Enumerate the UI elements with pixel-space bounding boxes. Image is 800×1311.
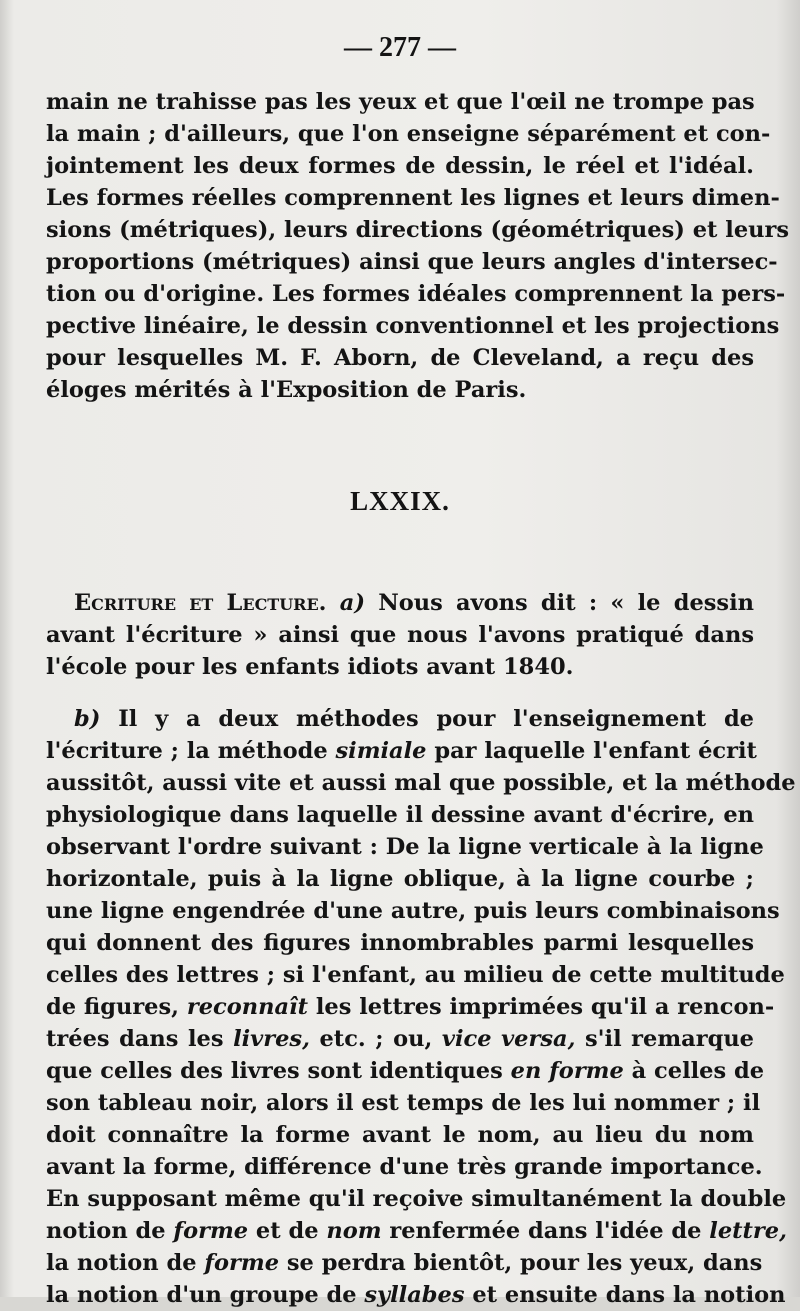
text-line: que celles des livres sont identiques en forme à celles de [46,1058,765,1084]
text-line: une ligne engendrée d'une autre, puis leurs combinaisons [46,898,780,924]
paragraph-perspective [46,86,790,406]
text-line: b) Il y a deux méthodes pour l'enseignement de [74,706,754,732]
text-line: horizontale, puis à la ligne oblique, à la ligne courbe ; [46,866,754,892]
text-line: notion de forme et de nom renfermée dans l'idée de lettre, [46,1218,787,1244]
text-line: son tableau noir, alors il est temps de les lui nommer ; il [46,1090,761,1116]
text-line: pective linéaire, le dessin conventionnel et les projections [46,313,780,339]
text-line: avant la forme, différence d'une très grande importance. [46,1154,763,1180]
text-line: éloges mérités à l'Exposition de Paris. [46,377,527,403]
text-line: pour lesquelles M. F. Aborn, de Cleveland, a reçu des [46,345,754,371]
page-number: — 277 — [344,32,456,63]
text-line: observant l'ordre suivant : De la ligne verticale à la ligne [46,834,764,860]
text-line: aussitôt, aussi vite et aussi mal que possible, et la méthode [46,770,796,796]
text-line: sions (métriques), leurs directions (géométriques) et leurs [46,217,790,243]
text-line: En supposant même qu'il reçoive simultanément la double [46,1186,787,1212]
text-line: la main ; d'ailleurs, que l'on enseigne séparément et con- [46,121,771,147]
text-line: qui donnent des figures innombrables parmi lesquelles [46,930,754,956]
text-line: la notion d'un groupe de syllabes et ensuite dans la notion [46,1282,786,1308]
text-line: celles des lettres ; si l'enfant, au milieu de cette multitude [46,962,785,988]
text-line: physiologique dans laquelle il dessine avant d'écrire, en [46,802,754,828]
text-line: jointement les deux formes de dessin, le réel et l'idéal. [46,153,754,179]
text-line: de figures, reconnaît les lettres imprimées qu'il a rencon- [46,994,775,1020]
text-line: la notion de forme se perdra bientôt, pour les yeux, dans [46,1250,763,1276]
paragraph-title: Ecriture et Lecture. [74,590,327,616]
text-line: proportions (métriques) ainsi que leurs angles d'intersec- [46,249,778,275]
text-line: l'écriture ; la méthode simiale par laquelle l'enfant écrit [46,738,757,764]
paragraph-label: b) [74,706,101,732]
text-line: l'école pour les enfants idiots avant 1840. [46,654,574,680]
text-line: main ne trahisse pas les yeux et que l'œil ne trompe pas [46,89,755,115]
text-line: tion ou d'origine. Les formes idéales comprennent la pers- [46,281,786,307]
paragraph-ecriture-lecture [46,587,754,683]
paragraph-label: a) [339,590,365,616]
text-line: doit connaître la forme avant le nom, au lieu du nom [46,1122,754,1148]
section-heading: LXXIX. [350,486,450,516]
paragraph-methodes [46,703,796,1311]
text-line: trées dans les livres, etc. ; ou, vice versa, s'il remarque [46,1026,754,1052]
text-line: Les formes réelles comprennent les lignes et leurs dimen- [46,185,780,211]
text-line: avant l'écriture » ainsi que nous l'avons pratiqué dans [46,622,754,648]
text-line: Ecriture et Lecture. a) Nous avons dit : « le dessin [74,590,754,616]
